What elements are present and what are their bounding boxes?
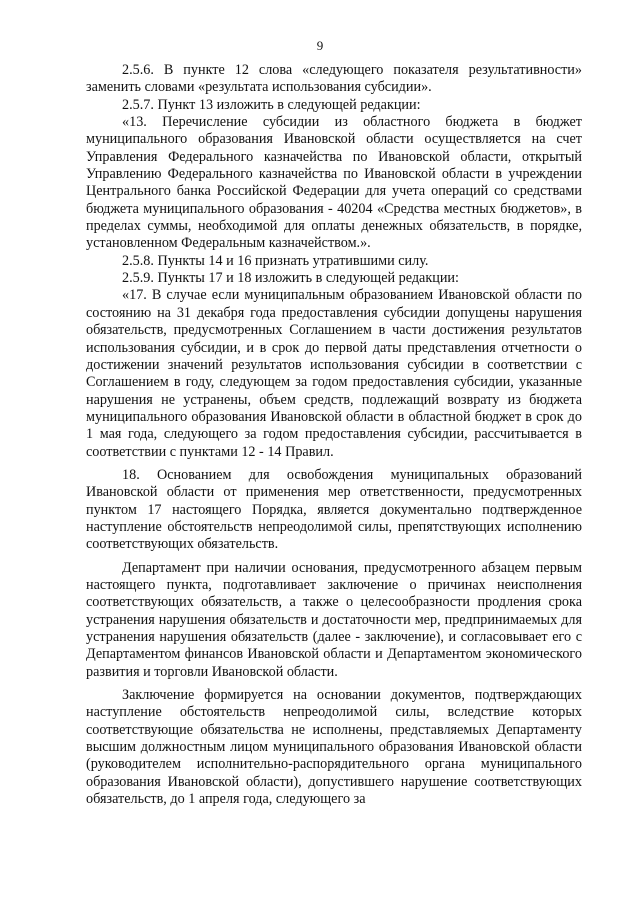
paragraph-2-5-7: 2.5.7. Пункт 13 изложить в следующей редакции:: [122, 96, 421, 113]
paragraph-2-5-9: 2.5.9. Пункты 17 и 18 изложить в следующей редакции:: [122, 270, 459, 287]
page-number: 9: [316, 38, 324, 53]
paragraph-18: 18. Основанием для освобождения муниципальных образований Ивановской области от применения мер ответственности, предусмотренных пунктом 17 настоящего Порядка, является документально подтвержденное наступление обстоятельств непреодолимой силы, препятствующих исполнению соответствующих обязательств.: [86, 466, 582, 553]
paragraph-conclusion: Заключение формируется на основании документов, подтверждающих наступление обстоятельств непреодолимой силы, вследствие которых соответствующие обязательства не исполнены, представляемых Департаменту высшим должностным лицом муниципального образования Ивановской области (руководителем исполнительно-распорядительного органа муниципального образования Ивановской области), допустившего нарушение соответствующих обязательств, до 1 апреля года, следующего за: [86, 687, 582, 808]
paragraph-department: Департамент при наличии основания, предусмотренного абзацем первым настоящего пункта, подготавливает заключение о причинах неисполнения соответствующих обязательств, а также о целесообразности продления срока устранения нарушения обязательств и достаточности мер, предпринимаемых для устранения нарушения обязательств (далее - заключение), и согласовывает его с Департаментом финансов Ивановской области и Департаментом экономического развития и торговли Ивановской области.: [86, 559, 582, 680]
paragraph-2-5-8: 2.5.8. Пункты 14 и 16 признать утратившими силу.: [122, 252, 429, 269]
paragraph-13: «13. Перечисление субсидии из областного бюджета в бюджет муниципального образования Ивановской области осуществляется на счет Управления Федерального казначейства по Ивановской области, открытый Управлению Федерального казначейства по Ивановской области в учреждении Центрального банка Российской Федерации для учета операций со средствами бюджета муниципального образования - 40204 «Средства местных бюджетов», в пределах суммы, необходимой для оплаты денежных обязательств, в порядке, установленном Федеральным казначейством.».: [86, 114, 582, 252]
document-body: [86, 62, 582, 808]
paragraph-17: «17. В случае если муниципальным образованием Ивановской области по состоянию на 31 декабря года предоставления субсидии допущены нарушения обязательств, предусмотренных Соглашением в части достижения результатов использования субсидии, и в срок до первой даты представления отчетности о достижении значений результатов использования субсидии в соответствии с Соглашением в году, следующем за годом предоставления субсидии, указанные нарушения не устранены, объем средств, подлежащий возврату из бюджета муниципального образования Ивановской области в областной бюджет в срок до 1 мая года, следующего за годом предоставления субсидии, рассчитывается в соответствии с пунктами 12 - 14 Правил.: [86, 287, 582, 460]
paragraph-2-5-6: 2.5.6. В пункте 12 слова «следующего показателя результативности» заменить словами «результата использования субсидии».: [86, 62, 582, 96]
